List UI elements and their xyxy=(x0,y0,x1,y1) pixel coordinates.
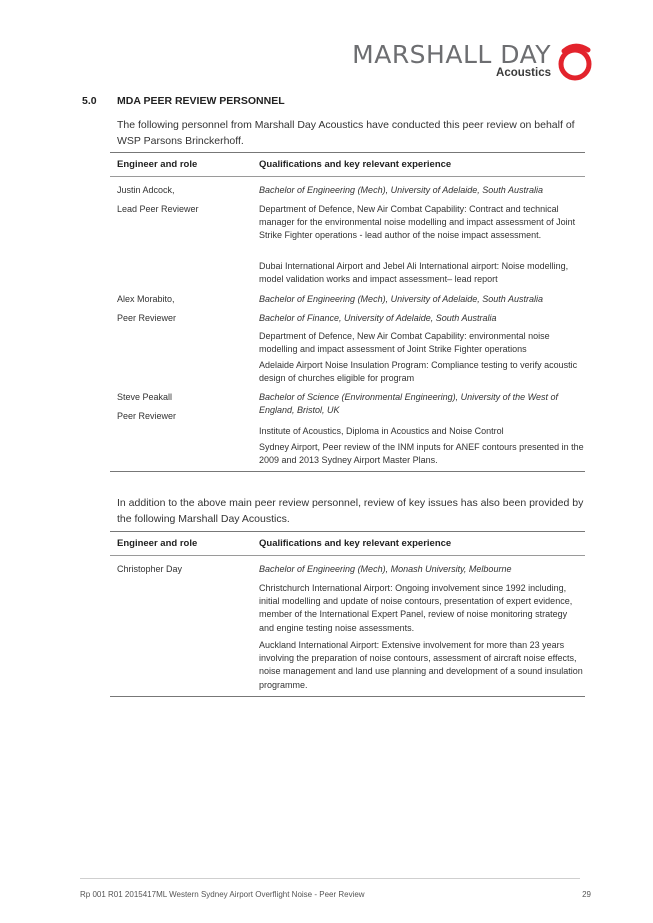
table1-experience: Dubai International Airport and Jebel Ali International airport: Noise modelling, model validation works and impact assessment– lead report xyxy=(259,261,569,285)
page-number: 29 xyxy=(582,890,591,899)
table1-engineer-role: Lead Peer Reviewer xyxy=(117,204,199,214)
table1-engineer-name: Steve Peakall xyxy=(117,392,173,402)
table1-experience: Department of Defence, New Air Combat Capability: Contract and technical manager for the environmental noise modelling and impact assessment of Joint Strike Fighter operations - lead author of the noise impact assessment. xyxy=(259,204,576,241)
section-title: MDA PEER REVIEW PERSONNEL xyxy=(117,95,285,107)
table2-experience: Auckland International Airport: Extensive involvement for more than 23 years involving the preparation of noise contours, assessment of aircraft noise effects, noise management and land use planning and development of a sound insulation programme. xyxy=(259,640,583,690)
table1-qualification: Bachelor of Engineering (Mech), University of Adelaide, South Australia xyxy=(259,185,543,195)
table2-bottom-rule xyxy=(110,696,585,697)
additional-personnel-paragraph: In addition to the above main peer review personnel, review of key issues has also been provided by the following Marshall Day Acoustics. xyxy=(117,497,584,525)
table1-header-qualifications: Qualifications and key relevant experience xyxy=(259,159,452,170)
table1-bottom-rule xyxy=(110,471,585,472)
footer-document-reference: Rp 001 R01 2015417ML Western Sydney Airport Overflight Noise - Peer Review xyxy=(80,890,365,899)
section-number: 5.0 xyxy=(82,95,97,107)
table1-top-rule xyxy=(110,152,585,153)
table2-qualification: Bachelor of Engineering (Mech), Monash University, Melbourne xyxy=(259,564,512,574)
table2-header-qualifications: Qualifications and key relevant experience xyxy=(259,538,452,549)
table1-experience: Institute of Acoustics, Diploma in Acoustics and Noise Control xyxy=(259,426,504,436)
table1-engineer-role: Peer Reviewer xyxy=(117,313,177,323)
table1-qualification: Bachelor of Engineering (Mech), University of Adelaide, South Australia xyxy=(259,294,543,304)
table2-header-rule xyxy=(110,555,585,556)
table1-engineer-role: Peer Reviewer xyxy=(117,411,177,421)
table1-header-engineer: Engineer and role xyxy=(117,159,198,170)
logo-ring-icon xyxy=(555,42,595,82)
intro-paragraph: The following personnel from Marshall Day Acoustics have conducted this peer review on behalf of WSP Parsons Brinckerhoff. xyxy=(117,119,575,147)
table1-qualification: Bachelor of Finance, University of Adelaide, South Australia xyxy=(259,313,497,323)
logo-wordmark: MARSHALL DAY xyxy=(352,40,551,69)
table2-top-rule xyxy=(110,531,585,532)
logo-subtitle: Acoustics xyxy=(496,67,551,79)
company-logo xyxy=(352,38,595,82)
footer-rule xyxy=(80,878,580,879)
table1-qualification: Bachelor of Science (Environmental Engineering), University of the West of England, Bristol, UK xyxy=(259,392,558,416)
table1-experience: Sydney Airport, Peer review of the INM inputs for ANEF contours presented in the 2009 and 2013 Sydney Airport Master Plans. xyxy=(259,442,584,466)
table2-engineer-name: Christopher Day xyxy=(117,564,183,574)
table1-engineer-name: Alex Morabito, xyxy=(117,294,175,304)
table2-header-engineer: Engineer and role xyxy=(117,538,198,549)
table1-header-rule xyxy=(110,176,585,177)
table2-experience: Christchurch International Airport: Ongoing involvement since 1992 including, initial modelling and update of noise contours, presentation of expert evidence, member of the International Expert Panel, review of noise monitoring strategy and engine testing noise assessments. xyxy=(259,583,573,633)
table1-engineer-name: Justin Adcock, xyxy=(117,185,175,195)
table1-experience: Adelaide Airport Noise Insulation Program: Compliance testing to verify acoustic design of churches eligible for program xyxy=(259,360,578,384)
table1-experience: Department of Defence, New Air Combat Capability: environmental noise modelling and impact assessment of Joint Strike Fighter operations xyxy=(259,331,550,355)
